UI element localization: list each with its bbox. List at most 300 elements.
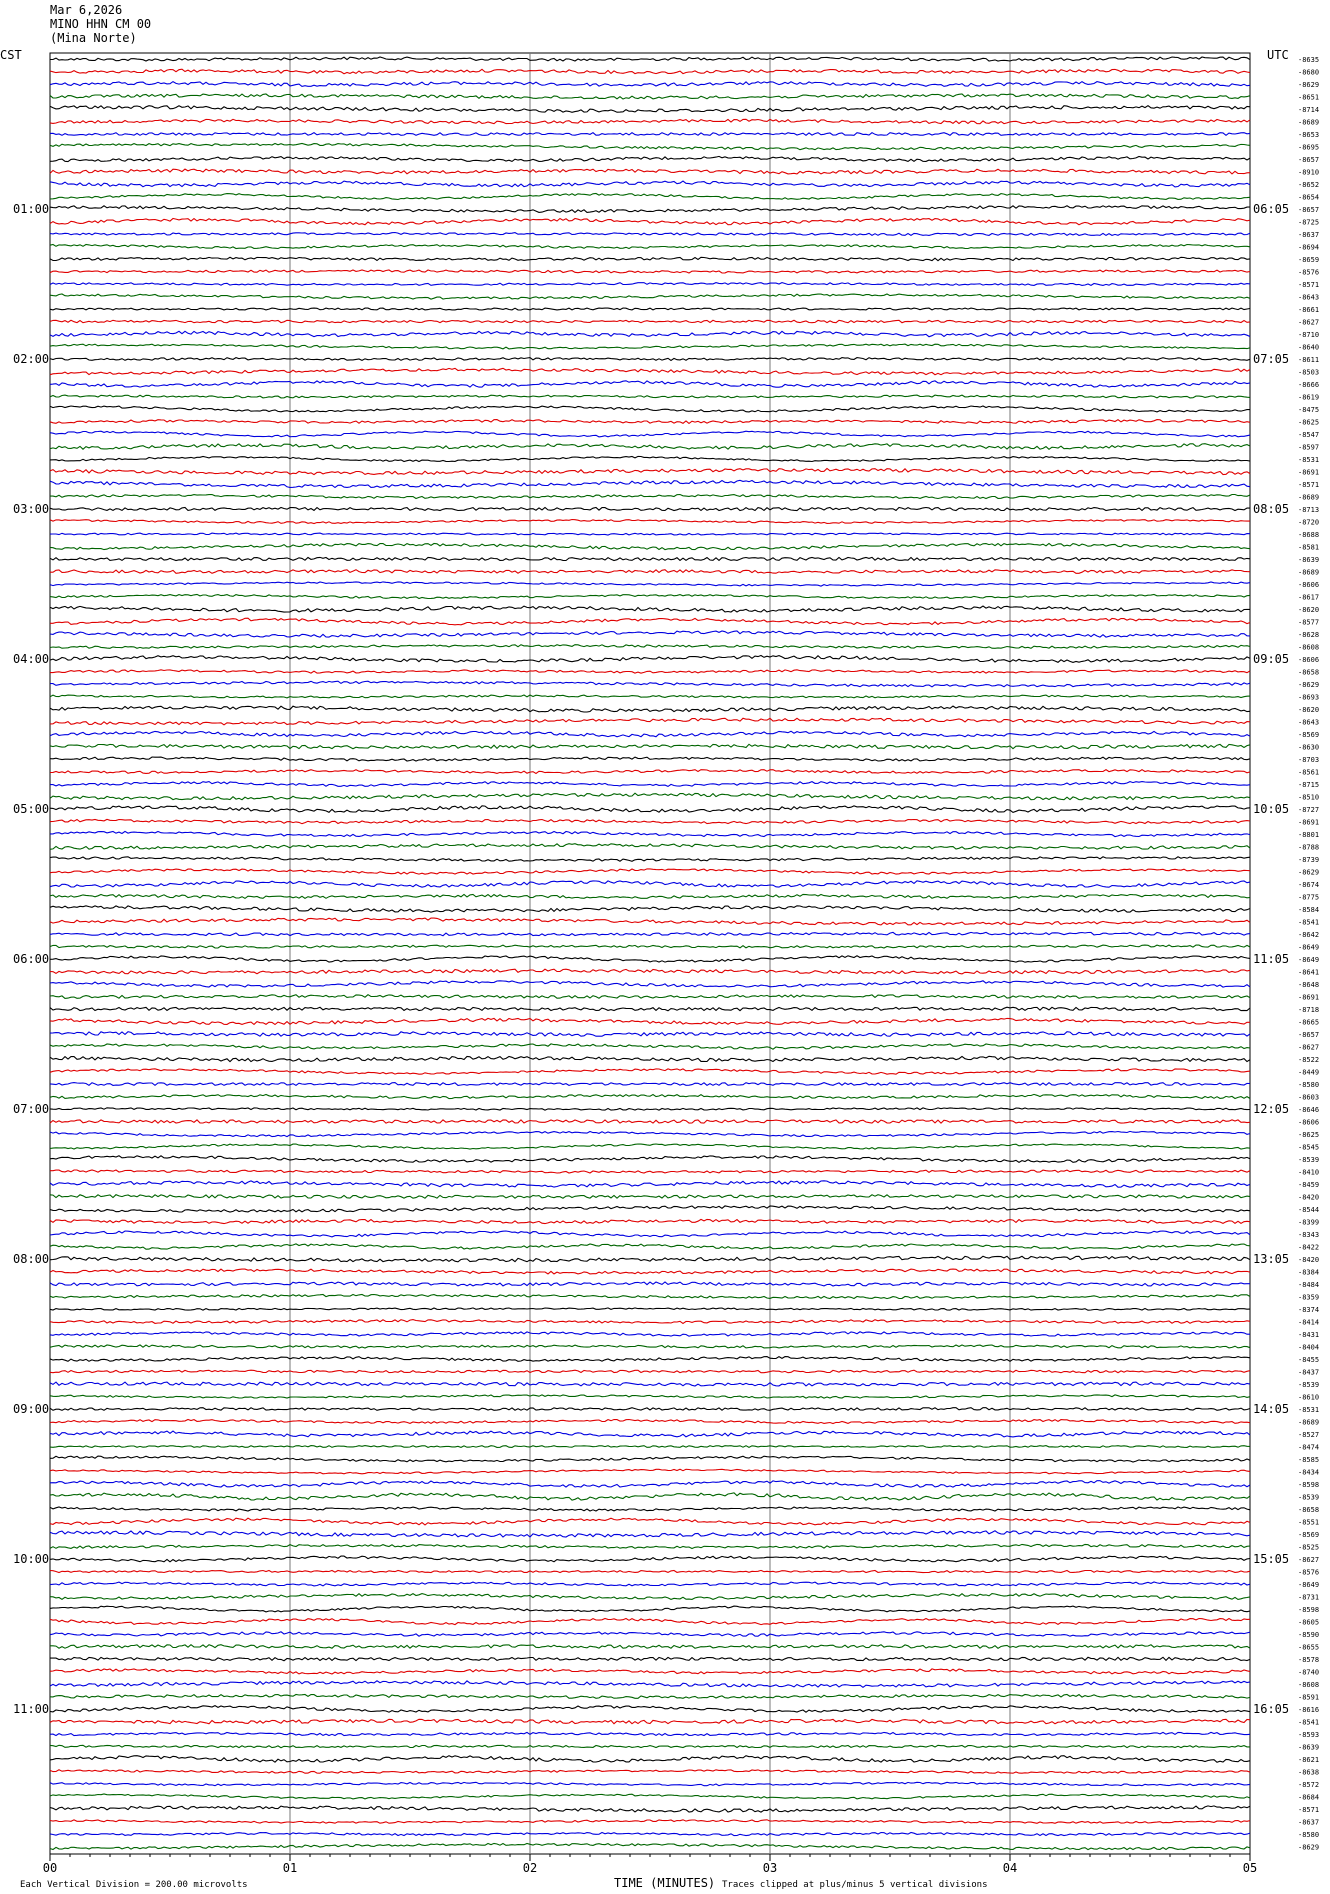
seismic-trace <box>50 656 1250 663</box>
trace-group <box>50 57 1250 1850</box>
left-timezone-label: CST <box>0 48 22 62</box>
right-hour-label: 16:05 <box>1253 1702 1290 1716</box>
row-mean-label: -8627 <box>1298 1043 1320 1052</box>
seismic-trace <box>50 533 1250 535</box>
row-mean-label: -8652 <box>1298 181 1320 189</box>
right-hour-label: 06:05 <box>1253 202 1290 216</box>
seismic-trace <box>50 770 1250 774</box>
seismic-trace <box>50 119 1250 123</box>
row-mean-label: -8591 <box>1298 1693 1320 1702</box>
seismic-trace <box>50 1632 1250 1636</box>
seismic-trace <box>50 1295 1250 1299</box>
seismic-trace <box>50 869 1250 874</box>
seismic-trace <box>50 181 1250 187</box>
seismic-trace <box>50 1544 1250 1548</box>
seismic-trace <box>50 1806 1250 1812</box>
row-mean-label: -8561 <box>1298 768 1320 777</box>
row-mean-label: -8639 <box>1298 1743 1320 1752</box>
row-mean-label: -8648 <box>1298 981 1320 989</box>
seismic-trace <box>50 194 1250 200</box>
row-mean-label: -8522 <box>1298 1056 1320 1064</box>
row-mean-label: -8910 <box>1298 168 1320 177</box>
x-tick-label: 02 <box>522 1861 538 1875</box>
row-mean-label: -8475 <box>1298 406 1320 414</box>
row-mean-label: -8608 <box>1298 1681 1320 1689</box>
seismic-trace <box>50 981 1250 987</box>
seismic-trace <box>50 344 1250 349</box>
right-hour-label: 14:05 <box>1253 1402 1290 1416</box>
seismic-trace <box>50 1518 1250 1525</box>
left-hour-label: 03:00 <box>13 502 50 516</box>
seismic-trace <box>50 894 1250 898</box>
row-mean-label: -8547 <box>1298 431 1320 439</box>
row-mean-label: -8551 <box>1298 1518 1320 1527</box>
row-mean-label: -8474 <box>1298 1443 1320 1452</box>
row-mean-label: -8691 <box>1298 468 1320 477</box>
seismic-trace <box>50 495 1250 499</box>
seismic-trace <box>50 1556 1250 1562</box>
seismic-trace <box>50 206 1250 213</box>
left-hour-label: 07:00 <box>13 1102 50 1116</box>
seismic-trace <box>50 1820 1250 1824</box>
left-hour-label: 10:00 <box>13 1552 50 1566</box>
seismic-trace <box>50 331 1250 336</box>
row-mean-label: -8653 <box>1298 131 1320 139</box>
row-mean-label: -8617 <box>1298 593 1320 602</box>
header-station: MINO HHN CM 00 <box>50 17 152 31</box>
seismic-trace <box>50 1256 1250 1262</box>
seismic-trace <box>50 308 1250 310</box>
seismic-trace <box>50 1308 1250 1310</box>
row-mean-label: -8658 <box>1298 668 1320 677</box>
row-mean-label: -8740 <box>1298 1668 1320 1677</box>
row-mean-label: -8420 <box>1298 1193 1320 1202</box>
right-hour-label: 09:05 <box>1253 652 1290 666</box>
seismic-trace <box>50 1531 1250 1537</box>
row-mean-label: -8539 <box>1298 1156 1320 1164</box>
seismic-trace <box>50 1144 1250 1149</box>
seismic-trace <box>50 906 1250 912</box>
row-mean-label: -8657 <box>1298 206 1320 214</box>
row-mean-label: -8606 <box>1298 656 1320 664</box>
seismic-trace <box>50 156 1250 161</box>
seismic-trace <box>50 570 1250 574</box>
row-mean-label: -8455 <box>1298 1356 1320 1364</box>
seismic-trace <box>50 358 1250 361</box>
seismic-trace <box>50 945 1250 948</box>
row-mean-label: -8714 <box>1298 106 1320 114</box>
row-mean-label: -8541 <box>1298 918 1320 927</box>
seismic-trace <box>50 381 1250 387</box>
row-mean-label: -8414 <box>1298 1318 1320 1327</box>
row-mean-label: -8720 <box>1298 518 1320 527</box>
row-mean-label: -8576 <box>1298 1568 1320 1577</box>
row-mean-label: -8610 <box>1298 1393 1320 1402</box>
row-mean-label: -8541 <box>1298 1718 1320 1727</box>
row-mean-label: -8703 <box>1298 756 1320 764</box>
seismic-trace <box>50 1395 1250 1398</box>
seismic-trace <box>50 480 1250 487</box>
seismic-trace <box>50 1018 1250 1024</box>
seismic-trace <box>50 1570 1250 1572</box>
row-mean-label: -8713 <box>1298 506 1320 514</box>
row-mean-label: -8422 <box>1298 1243 1320 1252</box>
row-mean-label: -8641 <box>1298 968 1320 977</box>
row-mean-label: -8399 <box>1298 1218 1320 1227</box>
row-mean-label: -8629 <box>1298 81 1320 89</box>
row-mean-label: -8603 <box>1298 1093 1320 1102</box>
row-mean-label: -8577 <box>1298 618 1320 627</box>
seismic-trace <box>50 1657 1250 1660</box>
x-axis-label: TIME (MINUTES) <box>614 1876 716 1890</box>
row-mean-label: -8384 <box>1298 1268 1320 1277</box>
row-mean-label: -8525 <box>1298 1543 1320 1552</box>
left-hour-label: 02:00 <box>13 352 50 366</box>
row-mean-label: -8531 <box>1298 1406 1320 1414</box>
row-mean-label: -8649 <box>1298 956 1320 964</box>
row-mean-label: -8801 <box>1298 831 1320 839</box>
seismic-trace <box>50 57 1250 61</box>
row-mean-label: -8654 <box>1298 193 1320 202</box>
seismic-trace <box>50 520 1250 524</box>
seismic-trace <box>50 1594 1250 1600</box>
row-mean-label: -8621 <box>1298 1756 1320 1764</box>
row-mean-label: -8431 <box>1298 1331 1320 1339</box>
seismic-trace <box>50 1007 1250 1011</box>
row-mean-label: -8651 <box>1298 93 1320 102</box>
row-mean-label: -8420 <box>1298 1256 1320 1264</box>
row-mean-label: -8484 <box>1298 1281 1320 1289</box>
scale-note: Each Vertical Division = 200.00 microvolts <box>20 1880 248 1890</box>
row-mean-label: -8680 <box>1298 68 1320 77</box>
row-mean-label: -8580 <box>1298 1831 1320 1839</box>
row-mean-label: -8629 <box>1298 681 1320 689</box>
row-mean-label: -8569 <box>1298 1531 1320 1539</box>
row-mean-label: -8527 <box>1298 1431 1320 1439</box>
row-mean-label: -8531 <box>1298 456 1320 464</box>
row-mean-label: -8606 <box>1298 1118 1320 1127</box>
row-mean-label: -8659 <box>1298 256 1320 264</box>
row-mean-label: -8572 <box>1298 1781 1320 1789</box>
row-mean-label: -8578 <box>1298 1656 1320 1664</box>
row-mean-label: -8437 <box>1298 1368 1320 1377</box>
row-mean-label: -8616 <box>1298 1706 1320 1714</box>
seismic-trace <box>50 1320 1250 1324</box>
seismic-trace <box>50 1469 1250 1474</box>
right-hour-label: 12:05 <box>1253 1102 1290 1116</box>
row-mean-label: -8571 <box>1298 1806 1320 1814</box>
row-mean-label: -8637 <box>1298 231 1320 239</box>
row-mean-label: -8625 <box>1298 1131 1320 1139</box>
seismic-trace <box>50 1345 1250 1348</box>
seismic-trace <box>50 995 1250 999</box>
clip-note: Traces clipped at plus/minus 5 vertical divisions <box>722 1880 988 1890</box>
row-mean-label: -8666 <box>1298 381 1320 389</box>
mean-value-labels <box>1298 56 1319 1852</box>
row-mean-label: -8695 <box>1298 143 1320 152</box>
row-mean-label: -8629 <box>1298 1843 1320 1852</box>
row-mean-label: -8625 <box>1298 418 1320 427</box>
seismic-trace <box>50 1645 1250 1649</box>
row-mean-label: -8693 <box>1298 693 1320 702</box>
seismic-trace <box>50 69 1250 74</box>
seismic-trace <box>50 420 1250 424</box>
row-mean-label: -8569 <box>1298 731 1320 739</box>
seismic-trace <box>50 706 1250 712</box>
row-mean-label: -8665 <box>1298 1018 1320 1027</box>
seismic-trace <box>50 606 1250 612</box>
seismic-trace <box>50 444 1250 450</box>
row-mean-label: -8620 <box>1298 706 1320 714</box>
seismic-trace <box>50 1843 1250 1849</box>
seismic-trace <box>50 1446 1250 1448</box>
row-mean-label: -8657 <box>1298 1031 1320 1039</box>
row-mean-label: -8510 <box>1298 793 1320 802</box>
row-mean-label: -8576 <box>1298 268 1320 277</box>
seismic-trace <box>50 1032 1250 1037</box>
seismic-trace <box>50 594 1250 598</box>
row-mean-label: -8788 <box>1298 843 1320 852</box>
seismic-trace <box>50 1507 1250 1511</box>
seismic-trace <box>50 270 1250 273</box>
seismic-trace <box>50 831 1250 836</box>
row-mean-label: -8661 <box>1298 306 1320 314</box>
seismic-trace <box>50 144 1250 150</box>
seismic-trace <box>50 1606 1250 1612</box>
right-hour-label: 13:05 <box>1253 1252 1290 1266</box>
row-mean-label: -8638 <box>1298 1768 1320 1777</box>
seismic-trace <box>50 1481 1250 1488</box>
seismic-trace <box>50 1695 1250 1699</box>
seismic-trace <box>50 1493 1250 1500</box>
row-mean-label: -8343 <box>1298 1231 1320 1239</box>
seismic-trace <box>50 320 1250 322</box>
seismic-trace <box>50 631 1250 637</box>
seismic-trace <box>50 294 1250 299</box>
row-mean-label: -8649 <box>1298 1581 1320 1589</box>
left-hour-label: 11:00 <box>13 1702 50 1716</box>
seismic-trace <box>50 1681 1250 1688</box>
seismic-trace <box>50 718 1250 725</box>
left-hour-label: 01:00 <box>13 202 50 216</box>
seismic-trace <box>50 618 1250 625</box>
row-mean-label: -8598 <box>1298 1481 1320 1489</box>
row-mean-label: -8649 <box>1298 943 1320 952</box>
row-mean-label: -8593 <box>1298 1731 1320 1739</box>
seismic-trace <box>50 257 1250 260</box>
seismic-trace <box>50 1431 1250 1437</box>
seismic-trace <box>50 1069 1250 1074</box>
seismic-trace <box>50 1056 1250 1061</box>
row-mean-label: -8410 <box>1298 1168 1320 1177</box>
row-mean-label: -8643 <box>1298 718 1320 727</box>
seismic-trace <box>50 1357 1250 1362</box>
seismic-trace <box>50 806 1250 813</box>
row-mean-label: -8674 <box>1298 881 1320 889</box>
seismic-trace <box>50 1156 1250 1163</box>
seismic-trace <box>50 1120 1250 1123</box>
row-mean-label: -8611 <box>1298 356 1320 364</box>
row-mean-label: -8539 <box>1298 1493 1320 1502</box>
row-mean-label: -8597 <box>1298 443 1320 452</box>
seismic-trace <box>50 1370 1250 1373</box>
seismic-trace <box>50 106 1250 113</box>
row-mean-label: -8606 <box>1298 581 1320 589</box>
row-mean-label: -8605 <box>1298 1618 1320 1627</box>
seismic-trace <box>50 1269 1250 1274</box>
row-mean-label: -8629 <box>1298 868 1320 877</box>
row-mean-label: -8684 <box>1298 1793 1320 1802</box>
seismic-trace <box>50 782 1250 787</box>
right-timezone-label: UTC <box>1267 48 1289 62</box>
row-mean-label: -8630 <box>1298 743 1320 752</box>
row-mean-label: -8545 <box>1298 1143 1320 1152</box>
row-mean-label: -8646 <box>1298 1106 1320 1114</box>
seismic-trace <box>50 169 1250 174</box>
seismic-trace <box>50 1408 1250 1411</box>
left-hour-label: 06:00 <box>13 952 50 966</box>
row-mean-label: -8359 <box>1298 1293 1320 1302</box>
seismic-trace <box>50 233 1250 236</box>
row-mean-label: -8640 <box>1298 343 1320 352</box>
left-hour-label: 05:00 <box>13 802 50 816</box>
seismic-trace <box>50 1719 1250 1723</box>
seismic-trace <box>50 1756 1250 1763</box>
seismic-trace <box>50 507 1250 510</box>
seismic-trace <box>50 956 1250 962</box>
row-mean-label: -8731 <box>1298 1593 1320 1602</box>
row-mean-label: -8739 <box>1298 856 1320 864</box>
row-mean-label: -8627 <box>1298 318 1320 327</box>
row-mean-label: -8658 <box>1298 1506 1320 1514</box>
left-hour-label: 04:00 <box>13 652 50 666</box>
seismic-trace <box>50 881 1250 887</box>
seismic-trace <box>50 695 1250 698</box>
seismic-trace <box>50 1244 1250 1249</box>
seismic-trace <box>50 819 1250 823</box>
row-mean-label: -8639 <box>1298 556 1320 564</box>
seismic-trace <box>50 1170 1250 1173</box>
seismic-trace <box>50 757 1250 761</box>
seismic-trace <box>50 1669 1250 1674</box>
row-mean-label: -8715 <box>1298 781 1320 789</box>
row-mean-label: -8449 <box>1298 1068 1320 1077</box>
row-mean-label: -8608 <box>1298 643 1320 652</box>
right-hour-label: 15:05 <box>1253 1552 1290 1566</box>
seismic-trace <box>50 1044 1250 1049</box>
seismic-trace <box>50 431 1250 437</box>
x-tick-label: 00 <box>42 1861 58 1875</box>
seismic-trace <box>50 1282 1250 1286</box>
seismic-trace <box>50 932 1250 935</box>
seismic-trace <box>50 395 1250 398</box>
row-mean-label: -8584 <box>1298 906 1320 914</box>
seismic-trace <box>50 1131 1250 1136</box>
seismic-trace <box>50 1195 1250 1199</box>
seismic-trace <box>50 544 1250 550</box>
seismic-trace <box>50 469 1250 475</box>
seismic-trace <box>50 1582 1250 1586</box>
header-date: Mar 6,2026 <box>50 3 123 17</box>
row-mean-label: -8694 <box>1298 243 1320 252</box>
row-mean-label: -8637 <box>1298 1818 1320 1827</box>
x-tick-label: 01 <box>282 1861 298 1875</box>
seismic-trace <box>50 82 1250 87</box>
row-mean-label: -8727 <box>1298 806 1320 814</box>
seismic-trace <box>50 731 1250 737</box>
seismic-trace <box>50 1706 1250 1713</box>
x-tick-label: 03 <box>762 1861 778 1875</box>
row-mean-label: -8642 <box>1298 931 1320 939</box>
row-mean-label: -8571 <box>1298 481 1320 489</box>
seismic-trace <box>50 1332 1250 1336</box>
row-mean-label: -8657 <box>1298 156 1320 164</box>
row-mean-label: -8689 <box>1298 493 1320 502</box>
row-mean-label: -8619 <box>1298 393 1320 402</box>
seismic-trace <box>50 1745 1250 1747</box>
seismic-trace <box>50 406 1250 412</box>
seismic-trace <box>50 1420 1250 1424</box>
seismic-trace <box>50 1206 1250 1212</box>
row-mean-label: -8643 <box>1298 293 1320 302</box>
seismic-trace <box>50 744 1250 748</box>
row-mean-label: -8620 <box>1298 606 1320 614</box>
left-hour-label: 08:00 <box>13 1252 50 1266</box>
row-mean-label: -8434 <box>1298 1468 1320 1477</box>
seismic-trace <box>50 1181 1250 1187</box>
seismic-trace <box>50 582 1250 586</box>
seismic-trace <box>50 1094 1250 1098</box>
left-hour-label: 09:00 <box>13 1402 50 1416</box>
row-mean-label: -8539 <box>1298 1381 1320 1389</box>
seismic-trace <box>50 857 1250 862</box>
seismic-trace <box>50 969 1250 974</box>
seismic-trace <box>50 1833 1250 1836</box>
seismic-trace <box>50 456 1250 461</box>
seismic-trace <box>50 1619 1250 1625</box>
x-tick-label: 04 <box>1002 1861 1018 1875</box>
seismic-trace <box>50 1782 1250 1785</box>
seismic-trace <box>50 1083 1250 1086</box>
row-mean-label: -8590 <box>1298 1631 1320 1639</box>
header-location: (Mina Norte) <box>50 31 137 45</box>
row-mean-label: -8691 <box>1298 993 1320 1002</box>
row-mean-label: -8404 <box>1298 1343 1320 1352</box>
row-mean-label: -8689 <box>1298 568 1320 577</box>
row-mean-label: -8725 <box>1298 218 1320 227</box>
seismic-trace <box>50 681 1250 687</box>
seismic-trace <box>50 368 1250 374</box>
seismic-trace <box>50 793 1250 800</box>
seismic-trace <box>50 94 1250 99</box>
seismic-trace <box>50 645 1250 649</box>
row-mean-label: -8580 <box>1298 1081 1320 1089</box>
row-mean-label: -8627 <box>1298 1556 1320 1564</box>
row-mean-label: -8691 <box>1298 818 1320 827</box>
seismic-trace <box>50 245 1250 249</box>
seismic-trace <box>50 1770 1250 1773</box>
row-mean-label: -8655 <box>1298 1643 1320 1652</box>
seismic-trace <box>50 1456 1250 1462</box>
row-mean-label: -8635 <box>1298 56 1320 64</box>
seismic-trace <box>50 1219 1250 1223</box>
row-mean-label: -8718 <box>1298 1006 1320 1014</box>
x-tick-label: 05 <box>1242 1861 1258 1875</box>
seismic-trace <box>50 1382 1250 1386</box>
seismic-trace <box>50 557 1250 560</box>
row-mean-label: -8544 <box>1298 1206 1320 1214</box>
seismic-trace <box>50 1108 1250 1110</box>
